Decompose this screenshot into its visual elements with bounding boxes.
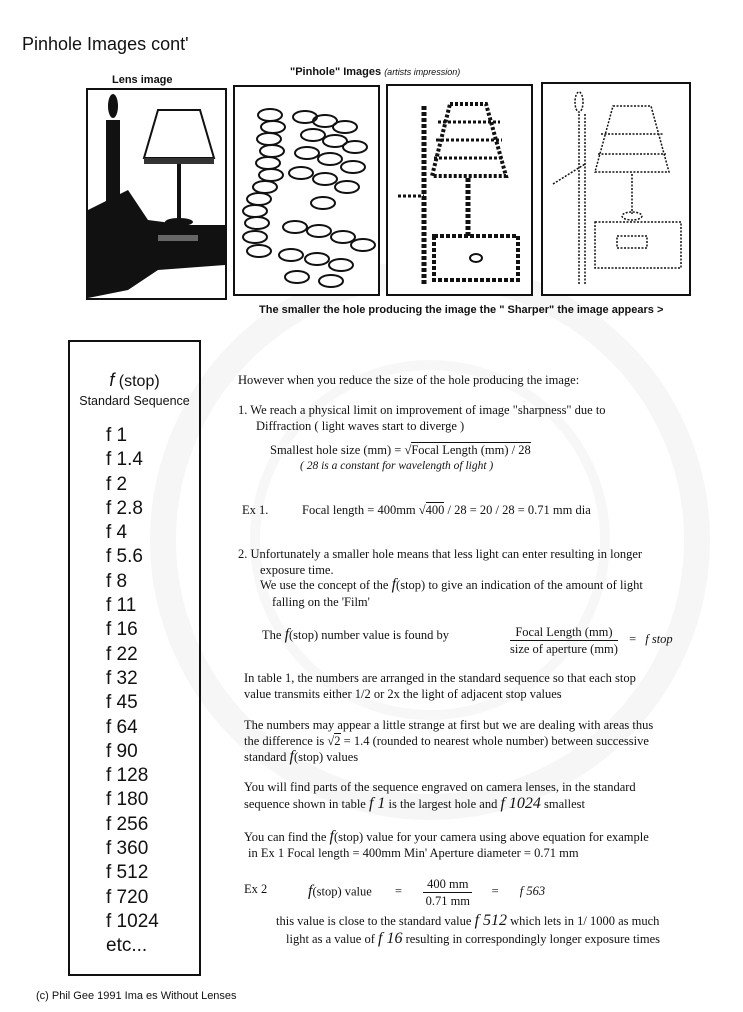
numbers-line-2-end: = 1.4 (rounded to nearest whole number) between successive: [343, 734, 649, 748]
sequence-item: f 45: [106, 692, 138, 714]
example-2-denominator: 0.71 mm: [425, 894, 471, 908]
sequence-item: etc...: [106, 935, 148, 957]
f512-value: f 512: [474, 912, 508, 929]
point-2-line-3-start: We use the concept of the: [260, 578, 389, 592]
point-2-line-4: falling on the 'Film': [272, 595, 370, 609]
f-stop-denominator: size of aperture (mm): [510, 642, 618, 656]
f-value-end: (stop) number value is found by: [289, 628, 450, 642]
sequence-item: f 180: [106, 789, 149, 811]
example-2-equals-2: =: [491, 884, 499, 899]
sequence-f-symbol: f: [109, 370, 115, 390]
example-1-root: 400: [425, 503, 445, 517]
sqrt-symbol: √: [327, 734, 335, 748]
sequence-item: f 32: [106, 667, 138, 689]
table-1-line-2: value transmits either 1/2 or 2x the light of adjacent stop values: [244, 687, 562, 701]
f-value-start: The: [262, 628, 282, 642]
sequence-subtitle: Standard Sequence: [79, 394, 190, 408]
close-line-2-end: resulting in correspondingly longer exposure times: [405, 932, 661, 946]
engraved-line-2: [244, 796, 585, 812]
f-symbol: f: [329, 828, 334, 845]
f-stop-fraction-body: [510, 624, 618, 657]
sequence-item: f 5.6: [106, 546, 143, 568]
sequence-item: f 360: [106, 838, 149, 860]
engraved-line-1: You will find parts of the sequence engraved on camera lenses, in the standard: [244, 780, 636, 794]
pinhole-image-medium-hole: [386, 84, 533, 296]
lens-image-figure: [86, 88, 227, 300]
pinhole-caption-note: (artists impression): [384, 67, 461, 77]
camera-line-2: in Ex 1 Focal length = 400mm Min' Aperture diameter = 0.71 mm: [248, 846, 579, 860]
close-line-2-start: light as a value of: [286, 932, 375, 946]
f-stop-numerator: Focal Length (mm): [510, 624, 618, 641]
camera-line-1-end: (stop) value for your camera using above equation for example: [333, 830, 649, 844]
engraved-line-2-end: smallest: [544, 797, 585, 811]
sequence-item: f 1.4: [106, 449, 143, 471]
example-2-fraction: [423, 876, 472, 909]
sequence-item: f 128: [106, 765, 149, 787]
sqrt-symbol: √: [418, 503, 426, 517]
sequence-item: f 256: [106, 813, 149, 835]
point-1-line-1: 1. We reach a physical limit on improvement of image "sharpness" due to: [238, 403, 606, 417]
intro-text: However when you reduce the size of the hole producing the image:: [238, 373, 580, 387]
numbers-line-3-start: standard: [244, 750, 287, 764]
example-1: [302, 502, 591, 518]
close-line-2: [286, 931, 660, 947]
f-symbol: f: [308, 882, 313, 900]
example-2: [308, 876, 545, 909]
sequence-item: f 4: [106, 522, 128, 544]
example-2-result: f 563: [519, 884, 546, 899]
formula-1-left: Smallest hole size (mm) =: [270, 443, 402, 457]
point-2-line-3-end: (stop) to give an indication of the amount of light: [396, 578, 643, 592]
close-line-1-start: this value is close to the standard value: [276, 914, 472, 928]
sequence-item: f 16: [106, 619, 138, 641]
f-symbol: f: [391, 576, 397, 593]
f-symbol: f: [289, 748, 294, 765]
sequence-item: f 90: [106, 740, 138, 762]
table-1-line-1: In table 1, the numbers are arranged in the standard sequence so that each stop: [244, 671, 636, 685]
example-1-label: Ex 1.: [242, 503, 269, 517]
numbers-line-1: The numbers may appear a little strange at first but we are dealing with areas thus: [244, 718, 654, 732]
sequence-heading: [70, 370, 199, 391]
point-2-line-1: 2. Unfortunately a smaller hole means that less light can enter resulting in longer: [238, 547, 643, 561]
close-line-1: [276, 913, 659, 929]
pinhole-blob-illustration-2: [388, 86, 531, 294]
formula-smallest-hole: [270, 442, 531, 458]
pinhole-images-caption: [290, 66, 460, 78]
numbers-root: 2: [334, 734, 341, 748]
point-1-line-2: Diffraction ( light waves start to diverge ): [256, 419, 465, 433]
lens-lamp-illustration: [88, 90, 225, 298]
example-2-numerator: 400 mm: [423, 876, 472, 893]
f16-value: f 16: [378, 930, 403, 947]
lens-image-caption: Lens image: [112, 74, 173, 86]
example-2-label: Ex 2: [244, 882, 268, 896]
page-title: Pinhole Images cont': [22, 34, 189, 54]
numbers-line-3-end: (stop) values: [293, 750, 359, 764]
copyright-footer: (c) Phil Gee 1991 Ima es Without Lenses: [36, 990, 237, 1002]
numbers-line-3: [244, 749, 358, 765]
pinhole-blob-illustration-3: [543, 84, 689, 294]
sequence-item: f 2.8: [106, 497, 143, 519]
sequence-item: f 8: [106, 570, 128, 592]
close-line-1-end: which lets in 1/ 1000 as much: [510, 914, 660, 928]
f-stop-fraction: [510, 624, 673, 657]
pinhole-image-large-hole: [233, 85, 380, 296]
sequence-item: f 11: [106, 595, 137, 617]
numbers-line-2: [244, 733, 649, 749]
numbers-line-2-start: the difference is: [244, 734, 325, 748]
point-2-line-3: [260, 577, 643, 593]
sequence-stop-label: (stop): [118, 373, 160, 390]
example-2-equals-1: =: [394, 884, 402, 899]
example-2-label-text: (stop) value: [312, 884, 372, 899]
pinhole-image-small-hole: [541, 82, 691, 296]
engraved-line-2-start: sequence shown in table: [244, 797, 366, 811]
f-stop-sequence-table: [68, 340, 201, 976]
sqrt-symbol: √: [404, 443, 412, 457]
pinhole-caption-text: "Pinhole" Images: [290, 66, 382, 78]
sequence-item: f 22: [106, 643, 138, 665]
sequence-item: f 64: [106, 716, 138, 738]
engraved-line-2-mid: is the largest hole and: [388, 797, 498, 811]
f-symbol: f: [284, 626, 290, 643]
sequence-list: [106, 424, 199, 959]
point-2-line-2: exposure time.: [260, 563, 334, 577]
f1-value: f 1: [368, 795, 386, 812]
example-1-focal: Focal length = 400mm: [302, 503, 416, 517]
f1024-value: f 1024: [500, 795, 541, 812]
sequence-item: f 512: [106, 862, 149, 884]
camera-line-1: [244, 829, 649, 845]
sequence-item: f 720: [106, 886, 149, 908]
f-stop-result: f stop: [645, 632, 673, 647]
camera-line-1-start: You can find the: [244, 830, 327, 844]
pinhole-blob-illustration-1: [235, 87, 378, 294]
f-stop-equals: =: [629, 632, 637, 647]
f-value-sentence: [262, 627, 449, 643]
sharper-caption: The smaller the hole producing the image the " Sharper" the image appears >: [259, 304, 664, 316]
sequence-item: f 1024: [106, 910, 159, 932]
sequence-item: f 1: [106, 425, 128, 446]
formula-1-right: Focal Length (mm) / 28: [411, 443, 531, 457]
example-1-result: / 28 = 20 / 28 = 0.71 mm dia: [447, 503, 591, 517]
sequence-item: f 2: [106, 473, 128, 495]
formula-1-note: ( 28 is a constant for wavelength of light ): [300, 460, 494, 472]
